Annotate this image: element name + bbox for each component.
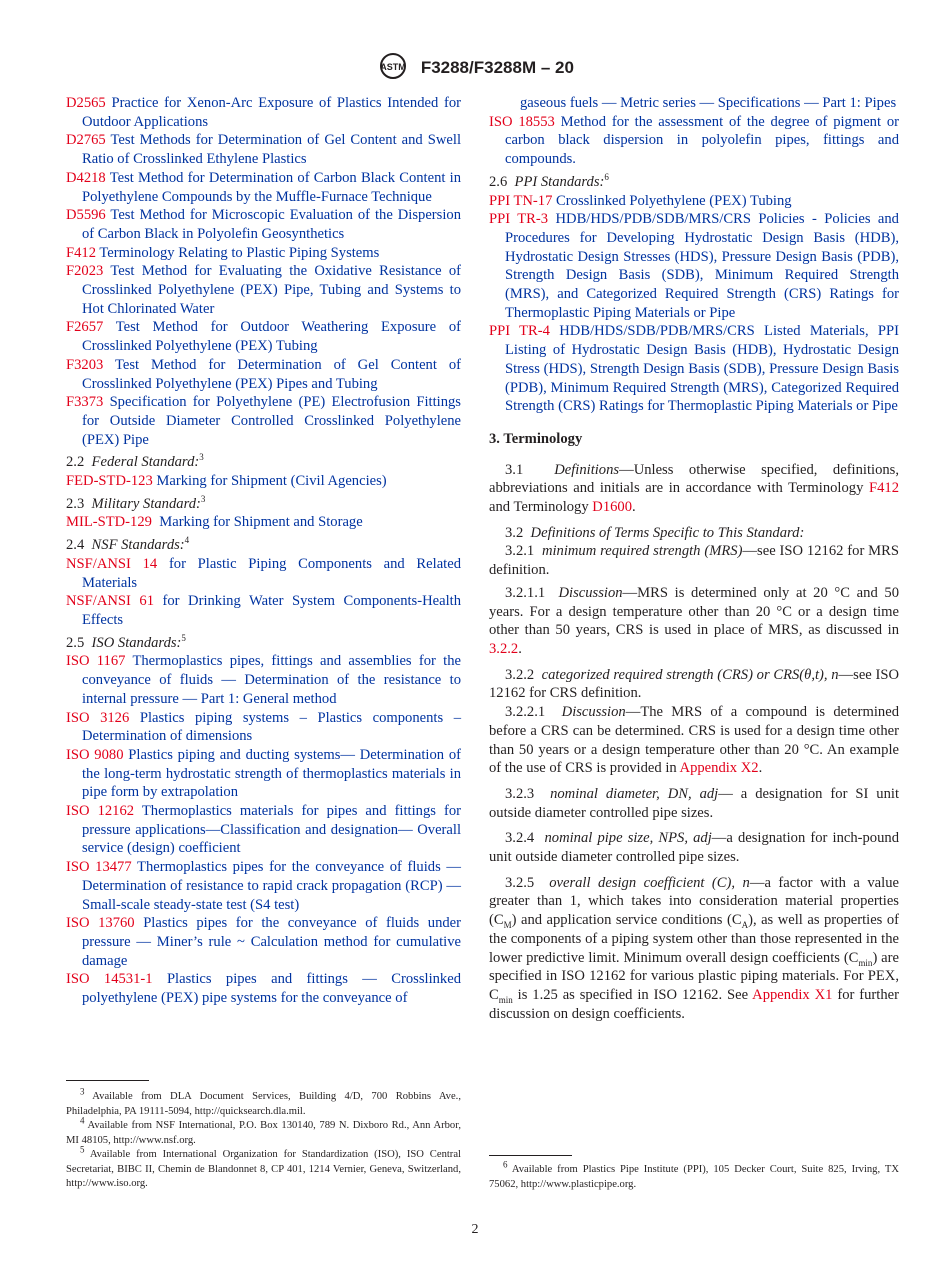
reference-title[interactable]: Crosslinked Polyethylene (PEX) Tubing [556, 192, 792, 209]
link-appendix-x1[interactable]: Appendix X1 [752, 986, 833, 1003]
section-2-5: 2.5 ISO Standards:$^5$ [66, 632, 186, 651]
reference-entry[interactable] [66, 652, 461, 708]
reference-code[interactable]: ISO 12162 [66, 803, 135, 820]
footnotes-right [489, 1159, 899, 1192]
left-column [66, 94, 461, 1008]
page-number: 2 [471, 1222, 479, 1237]
reference-code[interactable]: ISO 13477 [66, 859, 132, 876]
reference-title[interactable]: Thermoplastics pipes, fittings and assemblies for the conveyance of fluids — Determination of the resistance to internal pressure — Part 1: General method [82, 653, 462, 707]
reference-code[interactable]: ISO 14531-1 [66, 971, 153, 988]
footnote: $^5$ Available from International Organization for Standardization (ISO), ISO Central Secretariat, BIBC II, Chemin de Blandonnet 8, CP 401, 1214 Vernier, Geneva, Switzerland, http://www.iso.org. [66, 1144, 461, 1189]
footnote: $^4$ Available from NSF International, P.O. Box 130140, 789 N. Dixboro Rd., Ann Arbor, MI 48105, http://www.nsf.org. [66, 1115, 461, 1146]
paragraph-3-2-1: 3.2.1 minimum required strength (MRS)—see ISO 12162 for MRS definition. [489, 543, 899, 579]
reference-entry[interactable] [66, 206, 461, 243]
paragraph-3-2-1-1: 3.2.1.1 Discussion—MRS is determined only at 20 °C and 50 years. For a design temperature other than 20 °C or a design time other than 50 years, CRS is used in place of MRS, as discussed in 3.2.2. [489, 584, 900, 657]
reference-title[interactable]: Test Method for Determination of Gel Content of Crosslinked Polyethylene (PEX) Pipes and Tubing [82, 356, 461, 392]
page-header [0, 52, 950, 85]
paragraph-3-2-3: 3.2.3 nominal diameter, DN, adj— a designation for SI unit outside diameter controlled pipe sizes. [489, 785, 900, 821]
reference-title[interactable]: Plastics pipes and fittings — Crosslinked polyethylene (PEX) pipe systems for the conveyance of [82, 971, 461, 1007]
reference-code[interactable]: NSF/ANSI 14 [66, 555, 158, 572]
link-appendix-x2[interactable]: Appendix X2 [679, 760, 759, 777]
paragraph-3-2-2-1: 3.2.2.1 Discussion—The MRS of a compound is determined before a CRS can be determined. CRS is used for a design time other than 50 years or a design temperature other than 20 °C. An example of the use of CRS is provided in Appendix X2. [489, 704, 899, 777]
section-3-heading: 3. Terminology [489, 430, 583, 447]
reference-code[interactable]: NSF/ANSI 61 [66, 593, 154, 610]
reference-code[interactable]: PPI TN-17 [489, 192, 553, 209]
footnote: $^3$ Available from DLA Document Services, Building 4/D, 700 Robbins Ave., Philadelphia, PA 19111-5094, http://quicksearch.dla.mil. [66, 1086, 461, 1117]
footnote: $^6$ Available from Plastics Pipe Institute (PPI), 105 Decker Court, Suite 825, Irving, TX 75062, http://www.plasticpipe.org. [489, 1159, 899, 1190]
reference-title[interactable]: Test Method for Outdoor Weathering Exposure of Crosslinked Polyethylene (PEX) Tubing [82, 319, 461, 355]
paragraph-3-2-2: 3.2.2 categorized required strength (CRS) or CRS(θ,t), n—see ISO 12162 for CRS definition. [489, 666, 899, 702]
paragraph-3-1: 3.1 Definitions—Unless otherwise specified, definitions, abbreviations and initials are in accordance with Terminology F412 and Terminology D1600. [489, 461, 899, 516]
reference-entry[interactable] [66, 94, 461, 131]
reference-title[interactable]: Test Method for Determination of Carbon Black Content in Polyethylene Compounds by the Muffle-Furnace Technique [82, 169, 461, 205]
reference-entry[interactable] [66, 802, 461, 858]
footnote-divider [489, 1155, 572, 1156]
reference-continuation[interactable]: gaseous fuels — Metric series — Specifications — Part 1: Pipes [520, 95, 897, 111]
section-2-4: 2.4 NSF Standards:$^4$ [66, 535, 190, 554]
reference-entry[interactable]: ISO 18553 Method for the assessment of the degree of pigment or carbon black dispersion in polyolefin pipes, fittings and compounds. [489, 113, 899, 168]
reference-title[interactable]: Thermoplastics materials for pipes and fittings for pressure applications—Classification and designation— Overall service (design) coefficient [82, 803, 462, 857]
reference-title[interactable]: Specification for Polyethylene (PE) Electrofusion Fittings for Outside Diameter Controlled Crosslinked Polyethylene (PEX) Pipe [82, 394, 461, 448]
reference-title[interactable]: Plastics piping systems – Plastics components – Determination of dimensions [82, 709, 461, 745]
reference-entry[interactable] [66, 970, 461, 1007]
astm-logo-icon [376, 52, 410, 85]
reference-entry[interactable] [489, 210, 899, 322]
reference-code[interactable]: D5596 [66, 207, 106, 224]
reference-entry[interactable] [66, 131, 461, 168]
section-2-3: 2.3 Military Standard:$^3$ [66, 493, 206, 512]
reference-title[interactable]: Test Method for Microscopic Evaluation of the Dispersion of Carbon Black in Polyolefin Geosynthetics [82, 207, 461, 242]
reference-title[interactable]: for Drinking Water System Components-Health Effects [82, 593, 461, 628]
reference-title[interactable]: Plastics piping and ducting systems— Determination of the long-term hydrostatic strength of thermoplastics materials in pipe form by extrapolation [82, 746, 462, 801]
footnote-divider [66, 1080, 149, 1081]
reference-code[interactable]: D2565 [66, 95, 106, 111]
reference-entry[interactable]: FED-STD-123 Marking for Shipment (Civil Agencies) [66, 473, 387, 490]
footnotes-left [66, 1086, 461, 1192]
reference-entry[interactable] [489, 192, 899, 211]
reference-title[interactable]: Practice for Xenon-Arc Exposure of Plastics Intended for Outdoor Applications [82, 95, 461, 130]
reference-entry[interactable] [66, 262, 461, 318]
link-3-2-2[interactable]: 3.2.2 [489, 640, 519, 657]
reference-entry[interactable] [66, 244, 461, 263]
reference-entry[interactable] [66, 858, 461, 914]
reference-title[interactable]: for Plastic Piping Components and Related Materials [82, 555, 462, 591]
section-2-6: 2.6 PPI Standards:$^6$ [489, 171, 609, 190]
reference-title[interactable]: Terminology Relating to Plastic Piping Systems [99, 244, 380, 261]
reference-code[interactable]: F412 [66, 244, 97, 261]
reference-title[interactable]: Test Methods for Determination of Gel Content and Swell Ratio of Crosslinked Ethylene Plastics [82, 132, 462, 168]
reference-entry[interactable] [66, 592, 461, 629]
reference-title[interactable]: Plastics pipes for the conveyance of fluids under pressure — Miner’s rule ~ Calculation method for cumulative damage [82, 915, 462, 969]
reference-code[interactable]: PPI TR-4 [489, 323, 550, 340]
reference-entry[interactable] [66, 709, 461, 746]
reference-entry[interactable] [66, 393, 461, 449]
paragraph-3-2-4: 3.2.4 nominal pipe size, NPS, adj—a designation for inch-pound unit outside diameter controlled pipe sizes. [489, 830, 899, 866]
reference-title[interactable]: Test Method for Evaluating the Oxidative Resistance of Crosslinked Polyethylene (PEX) Pipe, Tubing and Systems to Hot Chlorinated Water [82, 263, 461, 317]
section-2-2: 2.2 Federal Standard:$^3$ [66, 452, 204, 471]
reference-code[interactable]: ISO 13760 [66, 915, 135, 932]
paragraph-3-2: 3.2 Definitions of Terms Specific to This Standard: [505, 524, 805, 541]
reference-code[interactable]: F2657 [66, 319, 104, 336]
reference-title[interactable]: Thermoplastics pipes for the conveyance of fluids — Determination of resistance to rapid crack propagation (RCP) — Small-scale steady-state test (S4 test) [82, 859, 461, 913]
designation: F3288/F3288M – 20 [420, 57, 574, 77]
reference-code[interactable]: F2023 [66, 263, 104, 280]
reference-entry[interactable] [489, 322, 899, 416]
reference-code[interactable]: ISO 9080 [66, 746, 124, 763]
reference-code[interactable]: D2765 [66, 132, 106, 149]
paragraph-3-2-5: 3.2.5 overall design coefficient (C), n—a factor with a value greater than 1, which takes into consideration material properties $(C_M)$ and application service conditions $(C_A)$, as well as properties of the components of a piping system other than those represented in the lower predictive limit. Minimum overall design coefficients $(C_{min})$ are specified in ISO 12162 for various plastic piping materials. For PEX, $C_{min}$ is 1.25 as specified in ISO 12162. See Appendix X1 for further discussion on design coefficients. [489, 874, 900, 1022]
reference-entry[interactable] [66, 169, 461, 206]
reference-entry[interactable] [66, 555, 461, 592]
reference-code[interactable]: PPI TR-3 [489, 211, 549, 228]
reference-code[interactable]: F3203 [66, 356, 104, 373]
reference-entry[interactable]: MIL-STD-129 Marking for Shipment and Storage [66, 514, 363, 531]
reference-code[interactable]: ISO 1167 [66, 653, 126, 670]
reference-title[interactable]: HDB/HDS/SDB/PDB/MRS/CRS Listed Materials, PPI Listing of Hydrostatic Design Basis (HDB), Hydrostatic Design Stress (HDS), Strength Design Basis (SDB), Pressure Design Basis (PDB), Minimum Required Strength (MRS), Categorized Required Strength (CRS) Ratings for Thermoplastic Piping Materials or Pipe [505, 323, 899, 415]
reference-code[interactable]: F3373 [66, 394, 104, 411]
right-column [489, 94, 899, 1023]
reference-title[interactable]: HDB/HDS/PDB/SDB/MRS/CRS Policies - Policies and Procedures for Developing Hydrostatic Design Basis (HDB), Hydrostatic Design Stresses (HDS), Pressure Design Basis (PDB), Strength Design Basis (SDB), Minimum Required Strength (MRS), and Categorized Required Strength (CRS) Ratings for Thermoplastic Piping Materials or Pipe [505, 211, 899, 321]
reference-code[interactable]: ISO 3126 [66, 709, 130, 726]
link-f412[interactable]: F412 [868, 480, 899, 497]
reference-code[interactable]: D4218 [66, 169, 106, 186]
reference-entry[interactable] [66, 356, 461, 393]
reference-entry[interactable] [66, 318, 461, 355]
reference-entry[interactable] [66, 746, 461, 802]
svg-text:ASTM: ASTM [380, 62, 406, 72]
link-d1600[interactable]: D1600 [592, 499, 633, 516]
reference-entry[interactable] [66, 914, 461, 970]
